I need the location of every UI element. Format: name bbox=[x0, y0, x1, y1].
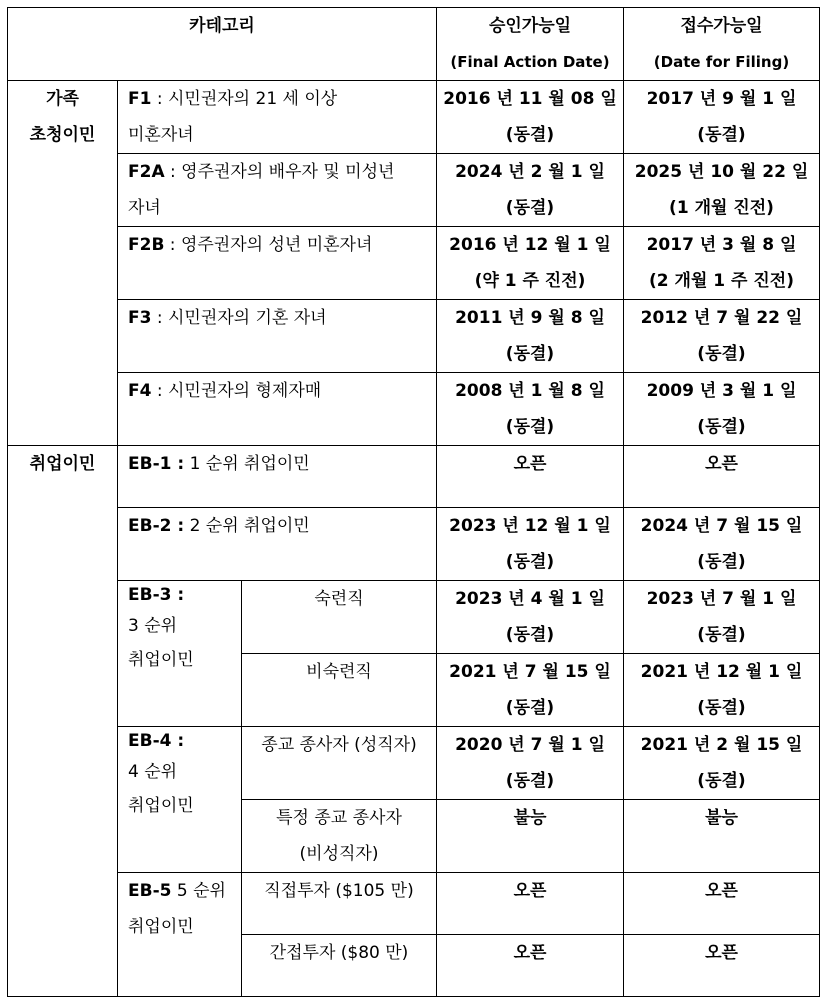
table-row-eb5-direct bbox=[8, 873, 820, 935]
code-eb3: EB-3 : bbox=[128, 585, 185, 605]
category-f4: F4 : 시민권자의 형제자매 bbox=[118, 373, 437, 446]
final-date-f2b: 2016 년 12 월 1 일 (약 1 주 진전) bbox=[437, 227, 624, 300]
table-row-eb4-clergy bbox=[8, 727, 820, 800]
subcategory-non-clergy: 특정 종교 종사자 (비성직자) bbox=[242, 800, 437, 873]
final-date-eb5-indirect: 오픈 bbox=[437, 935, 624, 997]
filing-date-eb1: 오픈 bbox=[624, 446, 820, 508]
category-eb1: EB-1 : 1 순위 취업이민 bbox=[118, 446, 437, 508]
code-f3: F3 bbox=[128, 308, 152, 328]
final-date-eb4-clergy: 2020 년 7 월 1 일 (동결) bbox=[437, 727, 624, 800]
category-f2a: F2A : 영주권자의 배우자 및 미성년 자녀 bbox=[118, 154, 437, 227]
final-date-eb1: 오픈 bbox=[437, 446, 624, 508]
code-eb1: EB-1 : bbox=[128, 454, 185, 474]
header-final-action bbox=[437, 8, 624, 81]
category-f3: F3 : 시민권자의 기혼 자녀 bbox=[118, 300, 437, 373]
filing-date-eb3-skilled: 2023 년 7 월 1 일 (동결) bbox=[624, 581, 820, 654]
header-row bbox=[8, 8, 820, 81]
code-eb4: EB-4 : bbox=[128, 731, 185, 751]
filing-subtitle: (Date for Filing) bbox=[653, 53, 790, 71]
table-row-f2a bbox=[8, 154, 820, 227]
filing-date-f2b: 2017 년 3 월 8 일 (2 개월 1 주 진전) bbox=[624, 227, 820, 300]
category-f1: F1 : 시민권자의 21 세 이상 미혼자녀 bbox=[118, 81, 437, 154]
filing-date-f4: 2009 년 3 월 1 일 (동결) bbox=[624, 373, 820, 446]
code-f1: F1 bbox=[128, 89, 152, 109]
filing-date-eb5-indirect: 오픈 bbox=[624, 935, 820, 997]
code-eb2: EB-2 : bbox=[128, 516, 185, 536]
subcategory-skilled: 숙련직 bbox=[242, 581, 437, 654]
code-f2b: F2B bbox=[128, 235, 165, 255]
subcategory-indirect-investment: 간접투자 ($80 만) bbox=[242, 935, 437, 997]
subcategory-clergy: 종교 종사자 (성직자) bbox=[242, 727, 437, 800]
family-group-label: 가족 초청이민 bbox=[8, 81, 118, 446]
table-row-eb1 bbox=[8, 446, 820, 508]
final-action-title: 승인가능일 bbox=[488, 16, 572, 36]
final-date-eb2: 2023 년 12 월 1 일 (동결) bbox=[437, 508, 624, 581]
category-eb2: EB-2 : 2 순위 취업이민 bbox=[118, 508, 437, 581]
filing-title: 접수가능일 bbox=[680, 16, 763, 36]
code-f4: F4 bbox=[128, 381, 152, 401]
final-date-eb5-direct: 오픈 bbox=[437, 873, 624, 935]
category-eb3: EB-3 : 3 순위 취업이민 bbox=[118, 581, 242, 727]
final-date-eb4-non-clergy: 불능 bbox=[437, 800, 624, 873]
header-date-for-filing bbox=[624, 8, 820, 81]
category-eb5: EB-5 5 순위 취업이민 bbox=[118, 873, 242, 997]
code-f2a: F2A bbox=[128, 162, 165, 182]
filing-date-eb4-clergy: 2021 년 2 월 15 일 (동결) bbox=[624, 727, 820, 800]
filing-date-f3: 2012 년 7 월 22 일 (동결) bbox=[624, 300, 820, 373]
code-eb5: EB-5 bbox=[128, 881, 172, 901]
subcategory-direct-investment: 직접투자 ($105 만) bbox=[242, 873, 437, 935]
final-date-f4: 2008 년 1 월 8 일 (동결) bbox=[437, 373, 624, 446]
filing-date-eb5-direct: 오픈 bbox=[624, 873, 820, 935]
final-date-f2a: 2024 년 2 월 1 일 (동결) bbox=[437, 154, 624, 227]
table-row-f2b bbox=[8, 227, 820, 300]
table-row-f3 bbox=[8, 300, 820, 373]
final-date-f1: 2016 년 11 월 08 일 (동결) bbox=[437, 81, 624, 154]
final-date-eb3-skilled: 2023 년 4 월 1 일 (동결) bbox=[437, 581, 624, 654]
filing-date-f1: 2017 년 9 월 1 일 (동결) bbox=[624, 81, 820, 154]
category-eb4: EB-4 : 4 순위 취업이민 bbox=[118, 727, 242, 873]
subcategory-unskilled: 비숙련직 bbox=[242, 654, 437, 727]
filing-date-f2a: 2025 년 10 월 22 일 (1 개월 진전) bbox=[624, 154, 820, 227]
filing-date-eb3-unskilled: 2021 년 12 월 1 일 (동결) bbox=[624, 654, 820, 727]
final-action-subtitle: (Final Action Date) bbox=[450, 53, 610, 71]
table-row-f4 bbox=[8, 373, 820, 446]
table-row-eb2 bbox=[8, 508, 820, 581]
final-date-f3: 2011 년 9 월 8 일 (동결) bbox=[437, 300, 624, 373]
final-date-eb3-unskilled: 2021 년 7 월 15 일 (동결) bbox=[437, 654, 624, 727]
employment-group-label: 취업이민 bbox=[8, 446, 118, 997]
visa-bulletin-table bbox=[7, 7, 820, 997]
category-f2b: F2B : 영주권자의 성년 미혼자녀 bbox=[118, 227, 437, 300]
filing-date-eb4-non-clergy: 불능 bbox=[624, 800, 820, 873]
header-category: 카테고리 bbox=[8, 8, 437, 81]
table-row-eb3-skilled bbox=[8, 581, 820, 654]
filing-date-eb2: 2024 년 7 월 15 일 (동결) bbox=[624, 508, 820, 581]
table-row-f1 bbox=[8, 81, 820, 154]
